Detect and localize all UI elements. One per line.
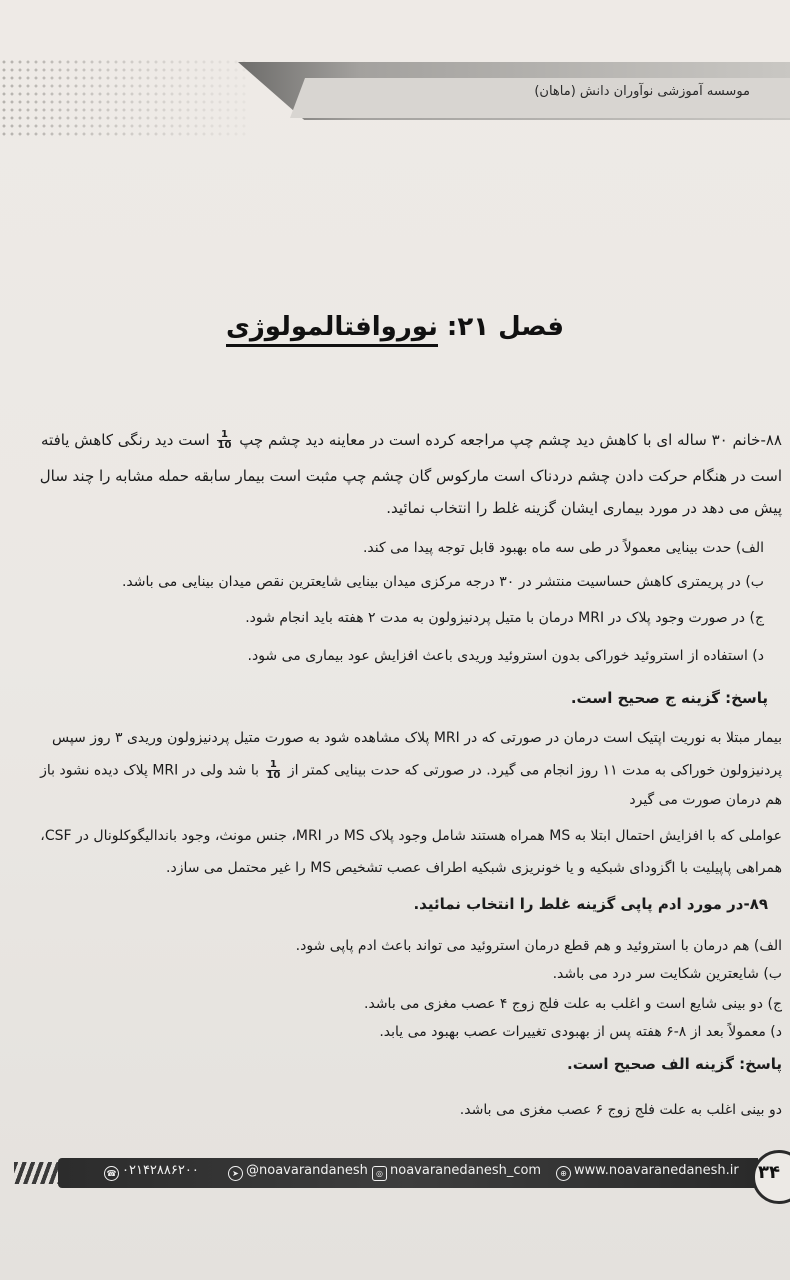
q88-explanation-part-b: با شد ولی در MRI پلاک دیده نشود باز bbox=[40, 762, 259, 779]
fraction-numerator: 1 bbox=[266, 760, 280, 771]
q89-option-d: د) معمولاً بعد از ۸-۶ هفته پس از بهبودی تغییرات عصب بهبود می یابد. bbox=[379, 1024, 782, 1040]
q88-answer: پاسخ: گزینه ج صحیح است. bbox=[570, 689, 768, 707]
chapter-prefix: فصل ۲۱: bbox=[446, 312, 564, 342]
footer-stripe-decoration bbox=[14, 1162, 64, 1184]
q89-answer: پاسخ: گزینه الف صحیح است. bbox=[567, 1055, 782, 1073]
q88-stem-line-3: پیش می دهد در مورد بیماری ایشان گزینه غلط را انتخاب نمائید. bbox=[386, 499, 782, 517]
phone-icon: ☎ bbox=[104, 1166, 119, 1181]
footer-phone bbox=[104, 1163, 199, 1181]
instagram-icon: ◎ bbox=[372, 1166, 387, 1181]
q89-option-b: ب) شایعترین شکایت سر درد می باشد. bbox=[552, 966, 782, 982]
q88-explanation-part-a: پردنیزولون خوراکی به مدت ۱۱ روز انجام می گیرد. در صورتی که حدت بینایی کمتر از bbox=[287, 762, 782, 779]
q89-option-c: ج) دو بینی شایع است و اغلب به علت فلج زوج ۴ عصب مغزی می باشد. bbox=[364, 996, 782, 1012]
q88-stem-line-1 bbox=[41, 430, 782, 451]
chapter-name: نوروافتالمولوژی bbox=[226, 312, 438, 347]
q88-explanation-2-line-1: عواملی که با افزایش احتمال ابتلا به MS همراه هستند شامل وجود پلاک MS در MRI، جنس مونث، وجود باندالیگوکلونال در CSF، bbox=[40, 828, 782, 844]
page-number: ۳۴ bbox=[758, 1162, 780, 1183]
q88-explanation-line-1: بیمار مبتلا به نوریت اپتیک است درمان در صورتی که در MRI پلاک مشاهده شود به صورت متیل پردنیزولون وریدی ۳ روز سپس bbox=[51, 730, 782, 746]
footer-website bbox=[556, 1163, 739, 1181]
q88-explanation-line-2 bbox=[40, 760, 782, 781]
fraction-numerator: 1 bbox=[217, 430, 231, 441]
website-url: www.noavaranedanesh.ir bbox=[574, 1163, 739, 1178]
fraction-one-tenth bbox=[217, 430, 231, 451]
q89-stem: ۸۹-در مورد ادم پاپی گزینه غلط را انتخاب نمائید. bbox=[413, 895, 768, 913]
footer-social-1 bbox=[228, 1163, 368, 1181]
social-handle-1: @noavarandanesh bbox=[246, 1163, 368, 1178]
q88-option-a: الف) حدت بینایی معمولاً در طی سه ماه بهبود قابل توجه پیدا می کند. bbox=[362, 540, 764, 556]
globe-icon: ⊕ bbox=[556, 1166, 571, 1181]
q88-option-c: ج) در صورت وجود پلاک در MRI درمان با متیل پردنیزولون به مدت ۲ هفته باید انجام شود. bbox=[245, 610, 764, 626]
q88-explanation-line-3: هم درمان صورت می گیرد bbox=[629, 792, 782, 808]
fraction-one-tenth-explanation bbox=[266, 760, 280, 781]
phone-number: ۰۲۱۴۲۸۸۶۲۰۰ bbox=[122, 1163, 199, 1178]
social-handle-2: noavaranedanesh_com bbox=[390, 1163, 542, 1178]
q88-option-b: ب) در پریمتری کاهش حساسیت منتشر در ۳۰ درجه مرکزی میدان بینایی شایعترین نقص میدان بینایی می باشد. bbox=[121, 574, 764, 590]
telegram-icon: ➤ bbox=[228, 1166, 243, 1181]
fraction-denominator: 10 bbox=[266, 770, 281, 781]
q89-explanation: دو بینی اغلب به علت فلج زوج ۶ عصب مغزی می باشد. bbox=[459, 1102, 782, 1118]
fraction-denominator: 10 bbox=[217, 440, 232, 451]
q88-stem-part-a: ۸۸-خانم ۳۰ ساله ای با کاهش دید چشم چپ مراجعه کرده است در معاینه دید چشم چپ bbox=[239, 431, 782, 449]
q88-option-d: د) استفاده از استروئید خوراکی بدون استروئید وریدی باعث افزایش عود بیماری می شود. bbox=[247, 648, 764, 664]
q88-explanation-2-line-2: همراهی پاپیلیت با اگزودای شبکیه و یا خونریزی شبکیه اطراف عصب تشخیص MS را غیر محتمل می سازد. bbox=[166, 860, 782, 876]
q89-option-a: الف) هم درمان با استروئید و هم قطع درمان استروئید می تواند باعث ادم پاپی شود. bbox=[295, 938, 782, 954]
dot-pattern-decoration bbox=[0, 58, 250, 138]
chapter-title bbox=[0, 312, 790, 342]
q88-stem-line-2: است در هنگام حرکت دادن چشم دردناک است مارکوس گان چشم چپ مثبت است بیمار سابقه حمله مشابه را چند سال bbox=[39, 467, 782, 485]
institute-name: موسسه آموزشی نوآوران دانش (ماهان) bbox=[534, 84, 750, 99]
footer-social-2 bbox=[372, 1163, 541, 1181]
q88-stem-part-b: است دید رنگی کاهش یافته bbox=[41, 431, 210, 449]
